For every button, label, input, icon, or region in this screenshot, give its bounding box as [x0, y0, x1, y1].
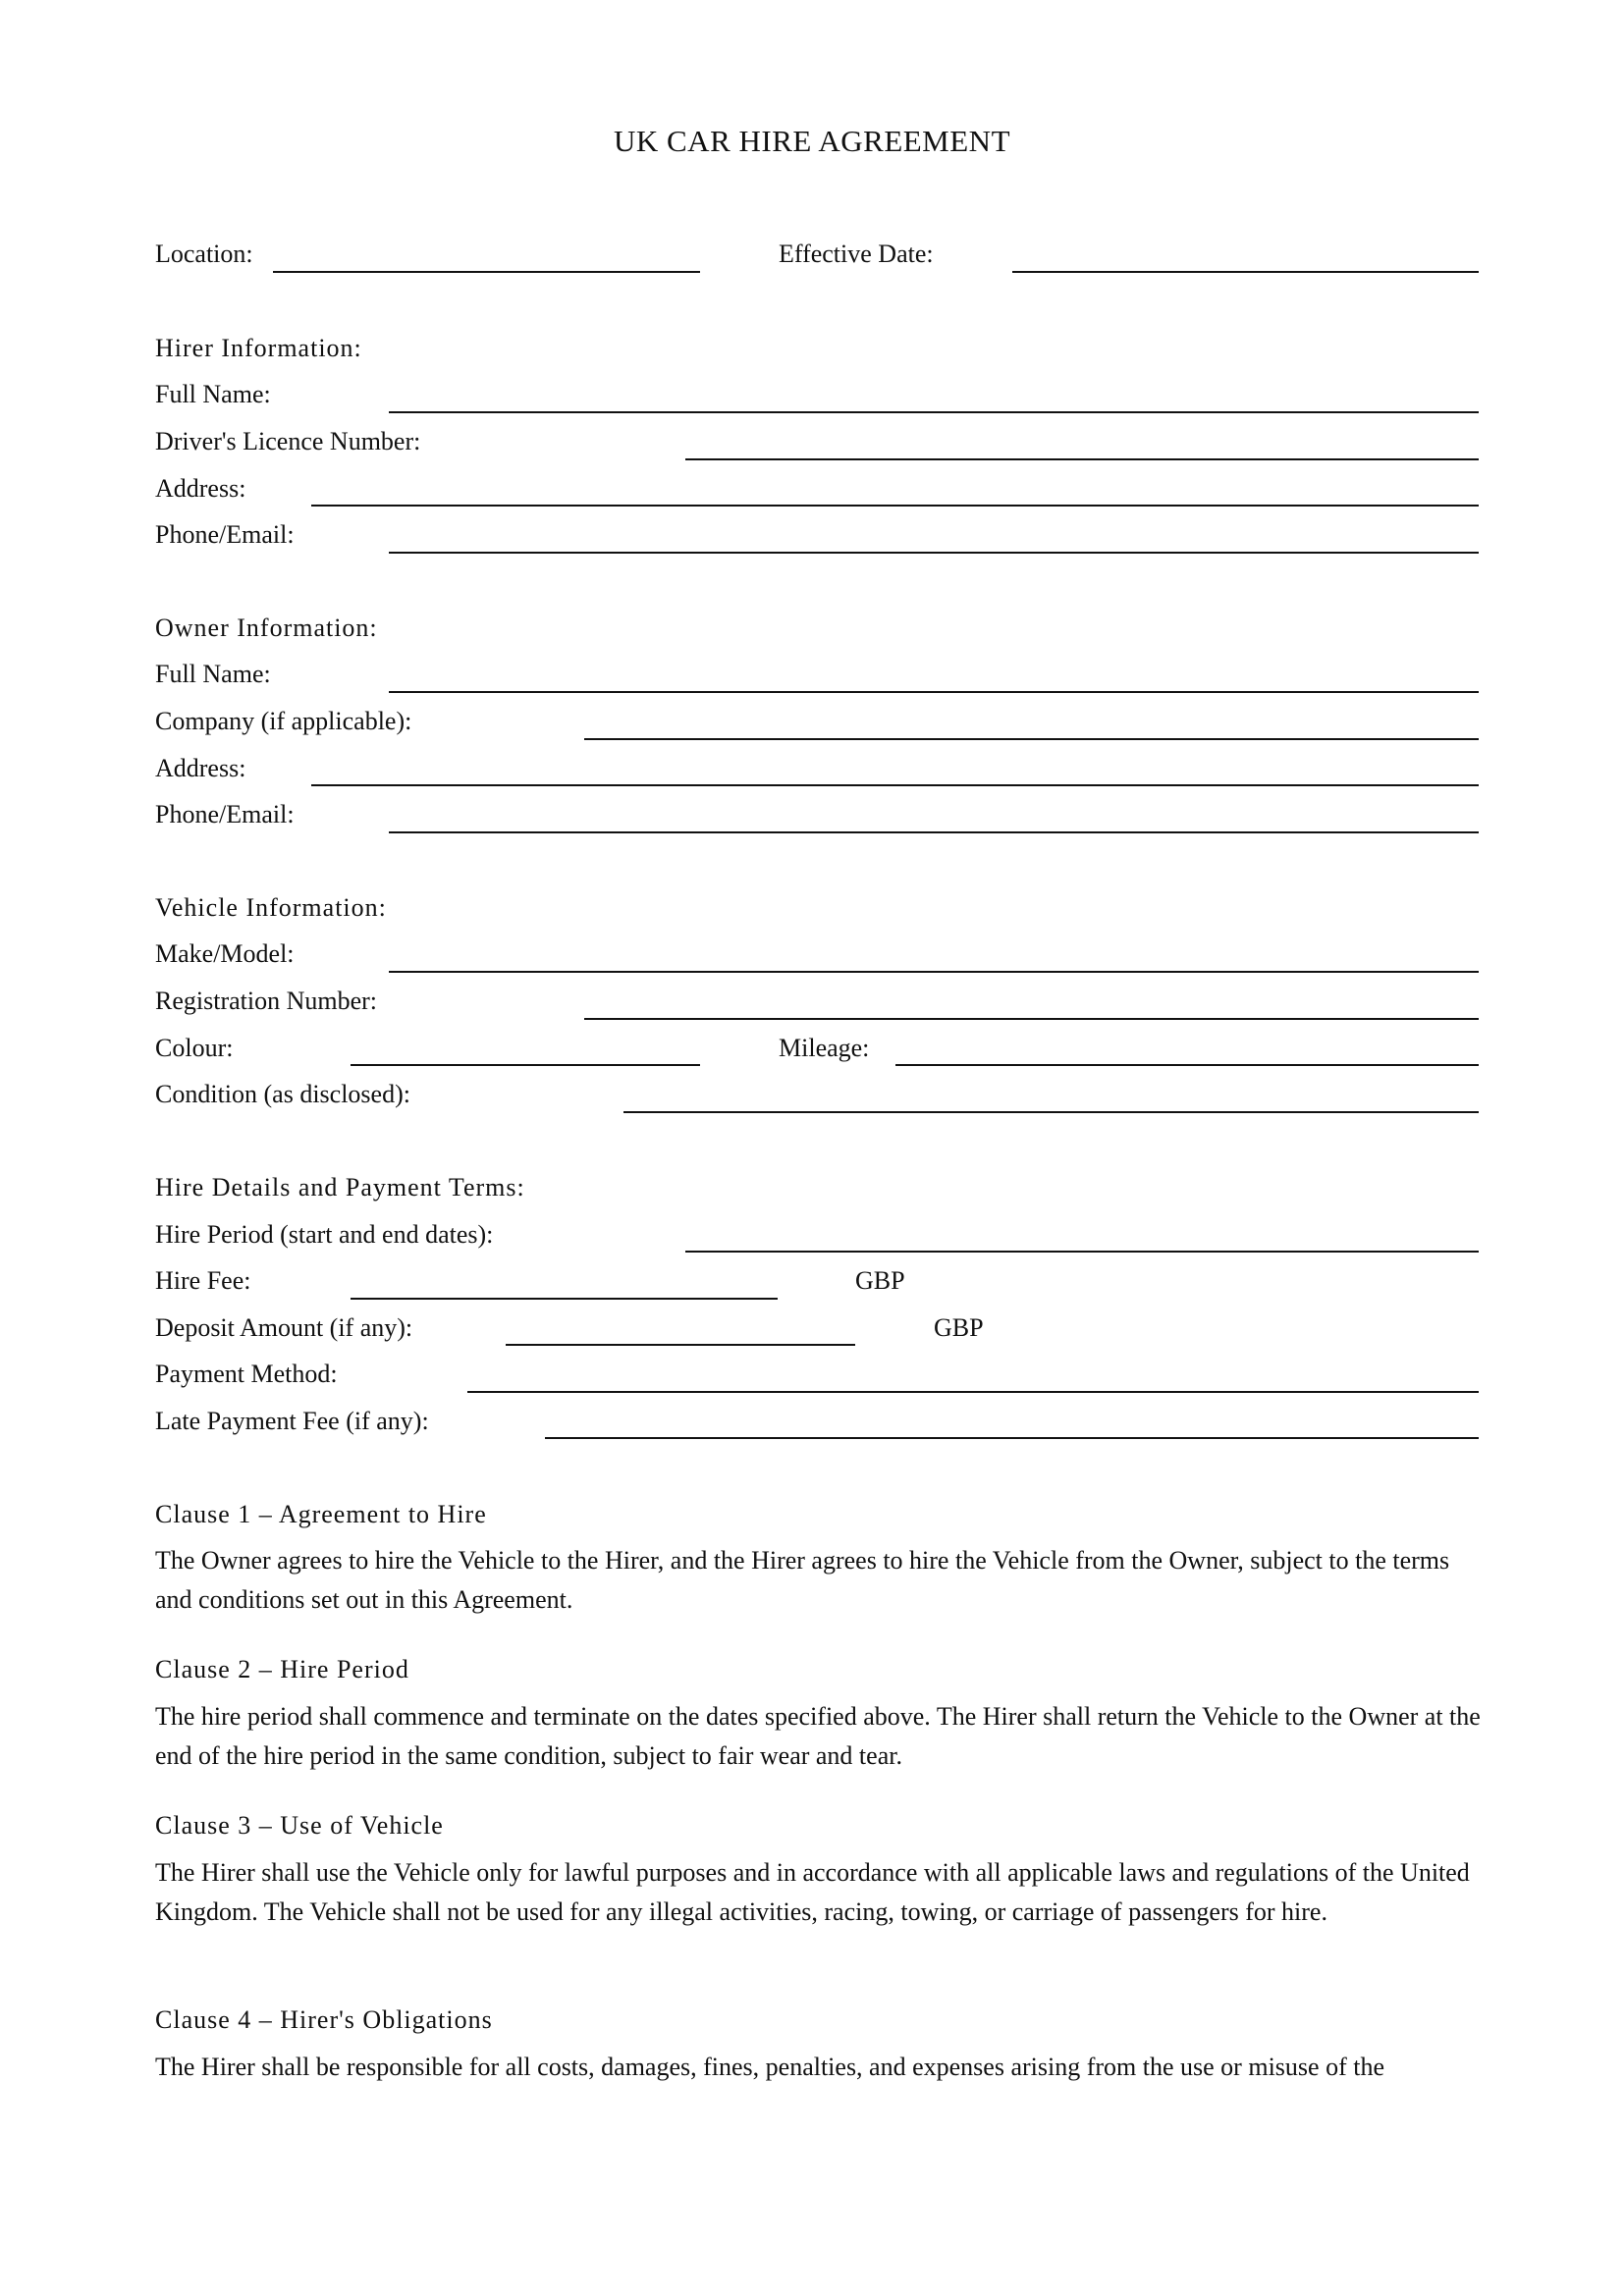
owner-address-label: Address: — [155, 754, 246, 782]
hirer-address-label: Address: — [155, 474, 246, 503]
condition-field[interactable] — [623, 1111, 1479, 1113]
owner-full-name-label: Full Name: — [155, 660, 271, 688]
hire-fee-currency: GBP — [855, 1266, 905, 1295]
hirer-full-name-label: Full Name: — [155, 380, 271, 408]
hirer-section-heading: Hirer Information: — [155, 334, 362, 362]
location-label: Location: — [155, 240, 253, 268]
effective-date-label: Effective Date: — [779, 240, 934, 268]
payment-method-field[interactable] — [467, 1391, 1479, 1393]
clause-4-text: The Hirer shall be responsible for all costs, damages, fines, penalties, and expenses arising from the use or misuse of the — [155, 2053, 1384, 2081]
deposit-label: Deposit Amount (if any): — [155, 1313, 413, 1342]
clause-1-text: The Owner agrees to hire the Vehicle to the Hirer, and the Hirer agrees to hire the Vehicle from the Owner, subject to the terms and conditions set out in this Agreement. — [155, 1546, 1450, 1614]
hire-period-field[interactable] — [685, 1251, 1479, 1253]
colour-field[interactable] — [351, 1064, 700, 1066]
clause-4-heading: Clause 4 – Hirer's Obligations — [155, 2005, 493, 2034]
hirer-contact-field[interactable] — [389, 552, 1479, 554]
owner-section-heading: Owner Information: — [155, 614, 378, 642]
mileage-label: Mileage: — [779, 1034, 870, 1062]
hire-section-heading: Hire Details and Payment Terms: — [155, 1173, 525, 1201]
clause-3-text: The Hirer shall use the Vehicle only for lawful purposes and in accordance with all applicable laws and regulations of the United Kingdom. The Vehicle shall not be used for any illegal activities, racing, towing, or carriage of passengers for hire. — [155, 1858, 1470, 1926]
make-model-field[interactable] — [389, 971, 1479, 973]
hirer-licence-field[interactable] — [685, 458, 1479, 460]
hirer-contact-label: Phone/Email: — [155, 520, 295, 549]
owner-address-field[interactable] — [311, 784, 1479, 786]
clause-3-heading: Clause 3 – Use of Vehicle — [155, 1811, 444, 1840]
hire-fee-label: Hire Fee: — [155, 1266, 251, 1295]
condition-label: Condition (as disclosed): — [155, 1080, 410, 1108]
hirer-full-name-field[interactable] — [389, 411, 1479, 413]
deposit-field[interactable] — [506, 1344, 855, 1346]
clause-1-heading: Clause 1 – Agreement to Hire — [155, 1500, 487, 1528]
owner-company-label: Company (if applicable): — [155, 707, 412, 735]
owner-company-field[interactable] — [584, 738, 1479, 740]
owner-full-name-field[interactable] — [389, 691, 1479, 693]
location-field[interactable] — [273, 271, 700, 273]
payment-method-label: Payment Method: — [155, 1360, 338, 1388]
make-model-label: Make/Model: — [155, 939, 295, 968]
owner-contact-label: Phone/Email: — [155, 800, 295, 828]
owner-contact-field[interactable] — [389, 831, 1479, 833]
document-title: UK CAR HIRE AGREEMENT — [613, 124, 1011, 158]
vehicle-section-heading: Vehicle Information: — [155, 893, 387, 922]
hire-fee-field[interactable] — [351, 1298, 778, 1300]
colour-label: Colour: — [155, 1034, 234, 1062]
mileage-field[interactable] — [895, 1064, 1479, 1066]
registration-label: Registration Number: — [155, 987, 378, 1015]
hirer-licence-label: Driver's Licence Number: — [155, 427, 421, 455]
hire-period-label: Hire Period (start and end dates): — [155, 1220, 494, 1249]
clause-2-heading: Clause 2 – Hire Period — [155, 1655, 409, 1683]
deposit-currency: GBP — [934, 1313, 984, 1342]
effective-date-field[interactable] — [1012, 271, 1479, 273]
late-fee-label: Late Payment Fee (if any): — [155, 1407, 429, 1435]
clause-2-text: The hire period shall commence and terminate on the dates specified above. The Hirer shall return the Vehicle to the Owner at the end of the hire period in the same condition, subject to fair wear and tear. — [155, 1702, 1481, 1770]
registration-field[interactable] — [584, 1018, 1479, 1020]
hirer-address-field[interactable] — [311, 505, 1479, 507]
late-fee-field[interactable] — [545, 1437, 1479, 1439]
